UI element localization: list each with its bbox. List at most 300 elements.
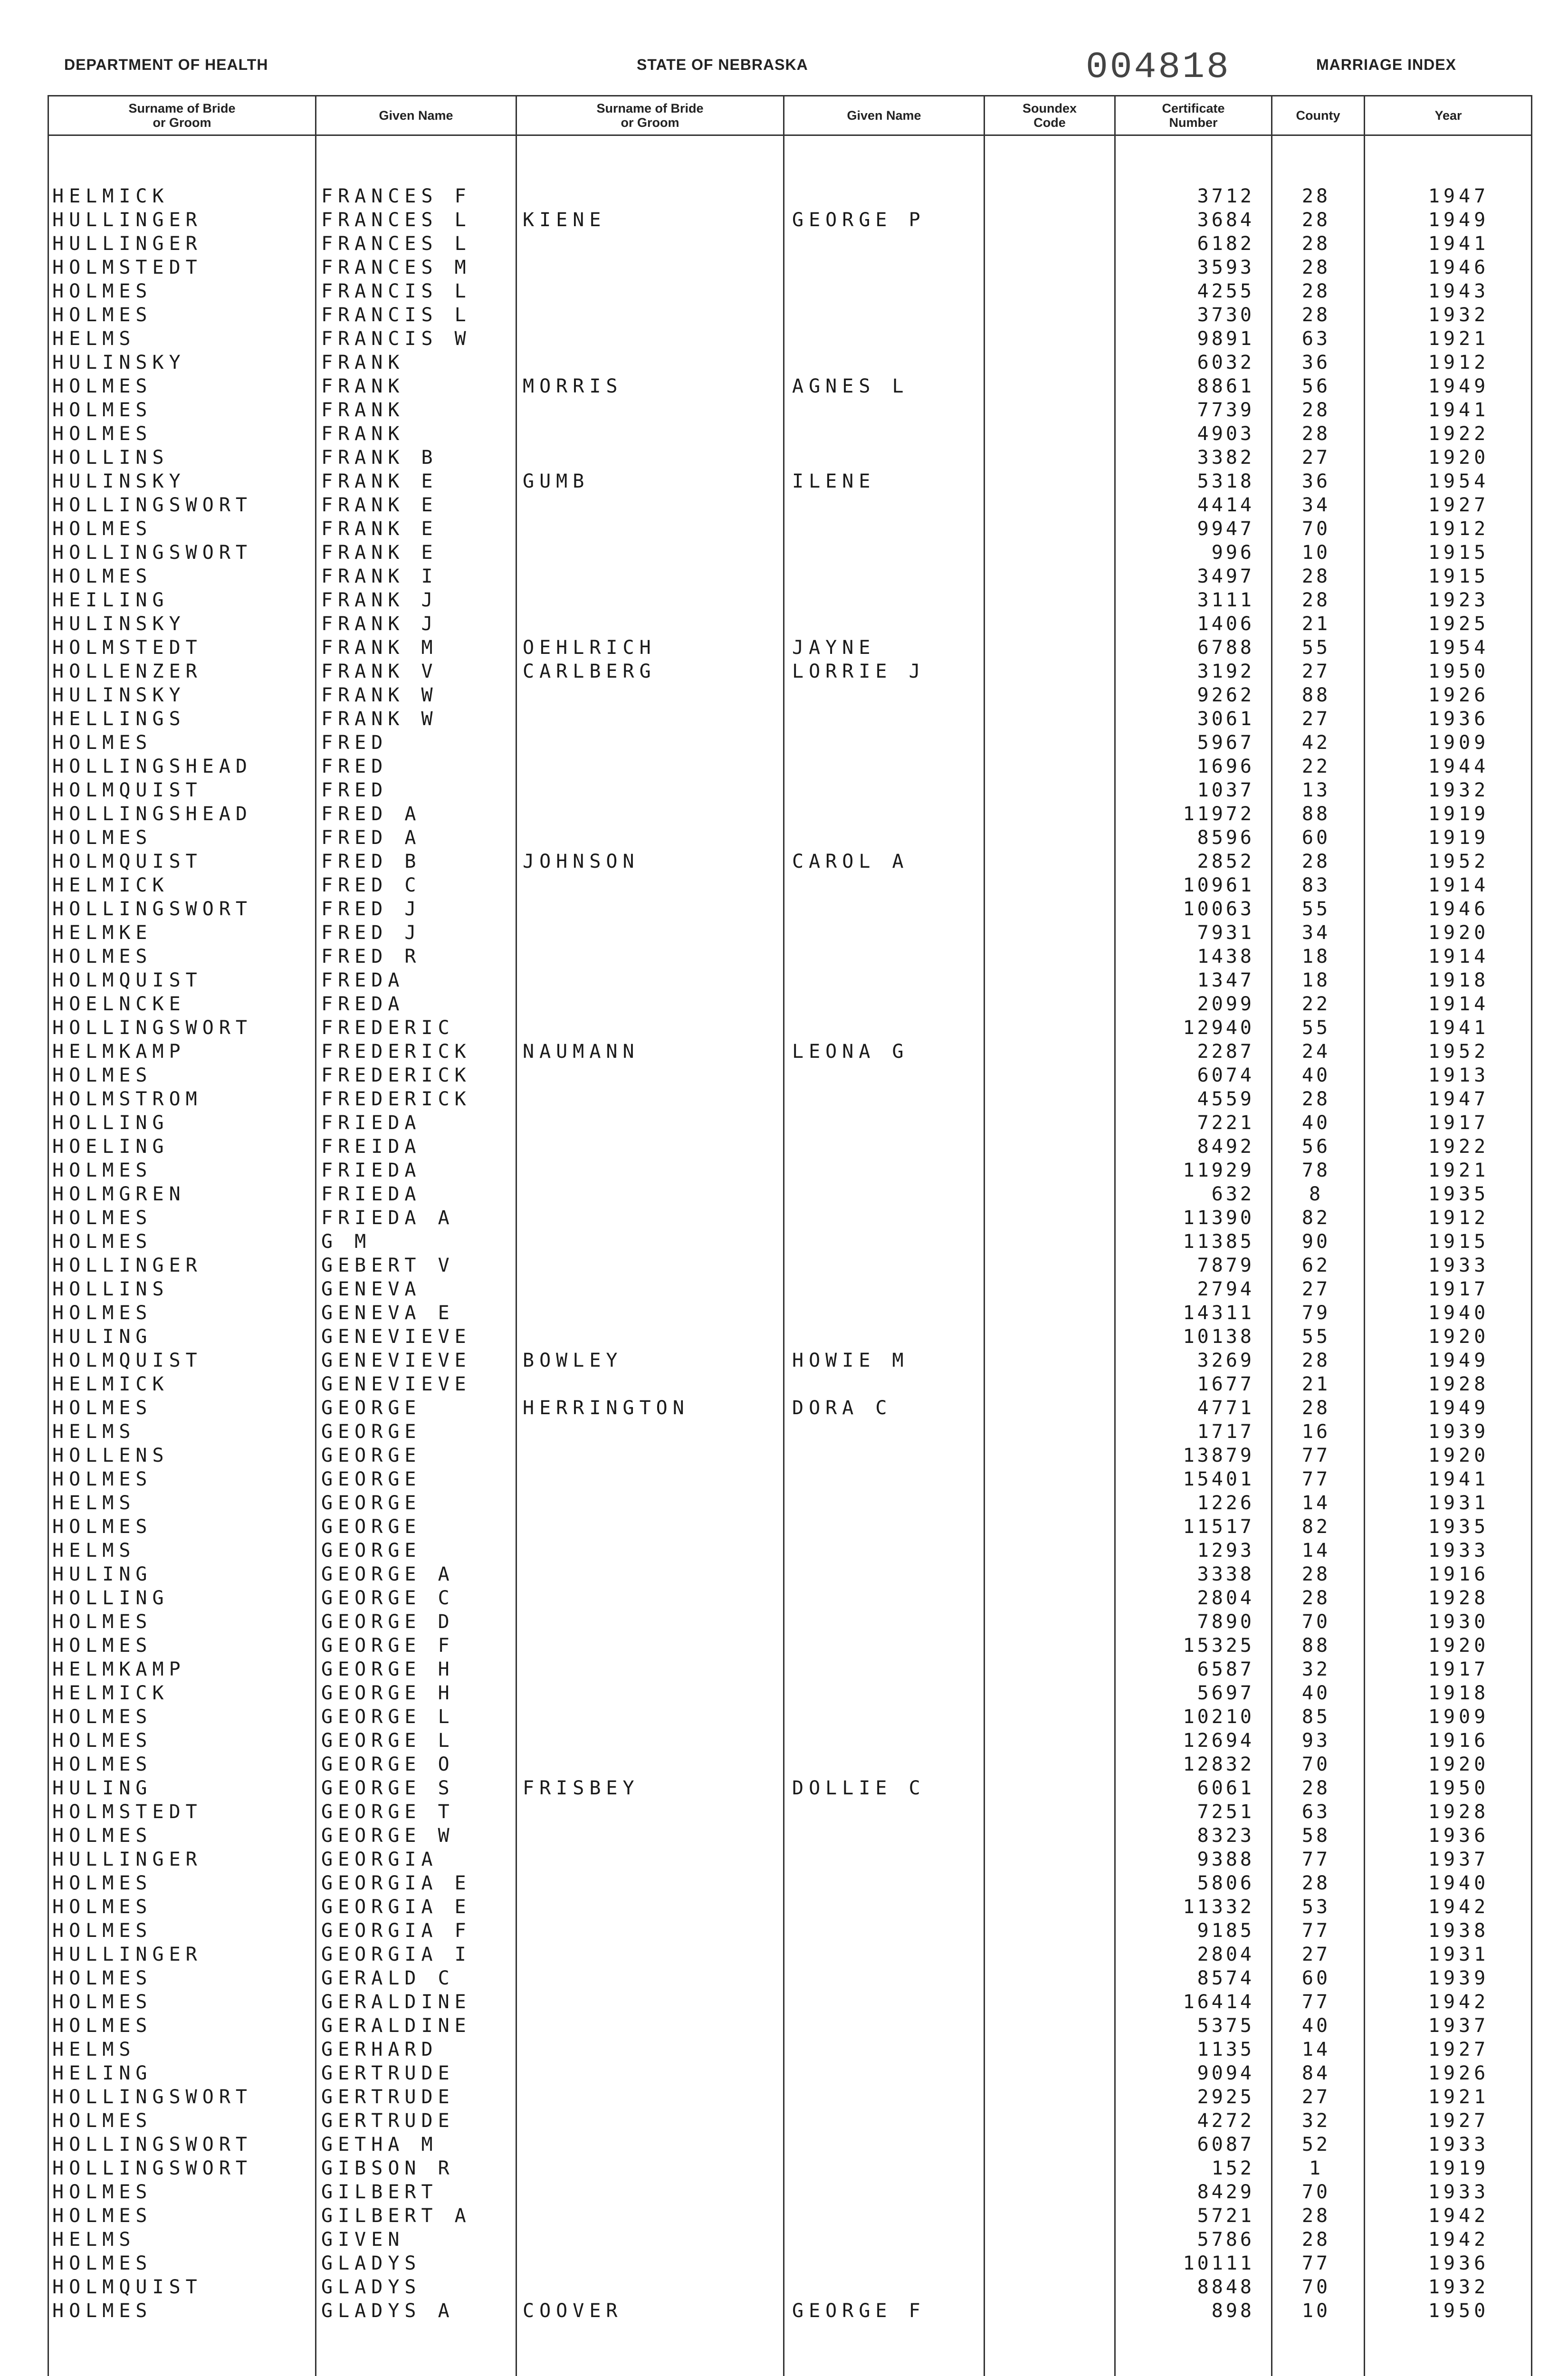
certificate-number-cell: 1677	[1197, 1373, 1254, 1395]
certificate-number-cell: 5318	[1197, 470, 1254, 492]
spouse-given-name-cell: DORA C	[792, 1397, 892, 1419]
certificate-number-cell: 5786	[1197, 2229, 1254, 2251]
county-cell: 56	[1301, 375, 1331, 397]
surname-cell: HOLMES	[52, 518, 153, 540]
county-cell: 77	[1301, 2252, 1331, 2274]
table-row	[0, 208, 1568, 232]
given-name-cell: GEORGIA E	[321, 1896, 471, 1918]
surname-cell: HOLMES	[52, 565, 153, 587]
surname-cell: HOLLINGSWORT	[52, 2157, 252, 2179]
surname-cell: HOLMQUIST	[52, 2276, 202, 2298]
table-row	[0, 1990, 1568, 2014]
given-name-cell: GENEVIEVE	[321, 1373, 471, 1395]
given-name-cell: GEORGE H	[321, 1658, 455, 1680]
surname-cell: HOLLINGSWORT	[52, 1017, 252, 1039]
given-name-cell: GIBSON R	[321, 2157, 455, 2179]
surname-cell: HOLMES	[52, 1706, 153, 1728]
given-name-cell: FRANK E	[321, 494, 438, 516]
county-cell: 40	[1301, 1112, 1331, 1134]
state-label: STATE OF NEBRASKA	[637, 56, 808, 73]
county-cell: 55	[1301, 637, 1331, 659]
certificate-number-cell: 9891	[1197, 328, 1254, 350]
certificate-number-cell: 8429	[1197, 2181, 1254, 2203]
surname-cell: HULINSKY	[52, 352, 186, 374]
year-cell: 1917	[1428, 1658, 1490, 1680]
certificate-number-cell: 11929	[1183, 1159, 1254, 1181]
year-cell: 1949	[1428, 375, 1490, 397]
certificate-number-cell: 6087	[1197, 2134, 1254, 2156]
table-row	[0, 921, 1568, 945]
year-cell: 1916	[1428, 1730, 1490, 1752]
year-cell: 1932	[1428, 779, 1490, 801]
table-row	[0, 1325, 1568, 1349]
county-cell: 27	[1301, 1944, 1331, 1965]
table-row	[0, 1349, 1568, 1372]
given-name-cell: FRANK	[321, 375, 405, 397]
table-row	[0, 1943, 1568, 1966]
year-cell: 1941	[1428, 1468, 1490, 1490]
table-row	[0, 469, 1568, 493]
surname-cell: HOLMES	[52, 1635, 153, 1657]
surname-cell: HOELING	[52, 1136, 169, 1158]
year-cell: 1925	[1428, 613, 1490, 635]
certificate-number-cell: 6587	[1197, 1658, 1254, 1680]
year-cell: 1920	[1428, 1445, 1490, 1466]
county-cell: 42	[1301, 732, 1331, 754]
table-row	[0, 1586, 1568, 1610]
county-cell: 27	[1301, 661, 1331, 682]
surname-cell: HELMS	[52, 328, 136, 350]
spouse-given-name-cell: GEORGE P	[792, 209, 926, 231]
county-cell: 82	[1301, 1207, 1331, 1229]
certificate-number-cell: 15325	[1183, 1635, 1254, 1657]
given-name-cell: FRIEDA	[321, 1159, 421, 1181]
year-cell: 1942	[1428, 2229, 1490, 2251]
table-row	[0, 1491, 1568, 1515]
year-cell: 1920	[1428, 922, 1490, 944]
surname-cell: HULLINGER	[52, 209, 202, 231]
county-cell: 21	[1301, 613, 1331, 635]
certificate-number-cell: 11517	[1183, 1516, 1254, 1538]
table-row	[0, 731, 1568, 755]
given-name-cell: FRANCIS L	[321, 280, 471, 302]
table-row	[0, 422, 1568, 446]
year-cell: 1915	[1428, 565, 1490, 587]
certificate-number-cell: 7890	[1197, 1611, 1254, 1633]
surname-cell: HOLLING	[52, 1112, 169, 1134]
table-row	[0, 1539, 1568, 1562]
table-row	[0, 1206, 1568, 1230]
given-name-cell: GEORGE C	[321, 1587, 455, 1609]
surname-cell: HOLMES	[52, 946, 153, 968]
spouse-given-name-cell: AGNES L	[792, 375, 909, 397]
county-cell: 1	[1309, 2157, 1324, 2179]
column-header-certificate: Certificate Number	[1162, 101, 1225, 130]
certificate-number-cell: 6182	[1197, 233, 1254, 255]
table-row	[0, 1562, 1568, 1586]
surname-cell: HELMICK	[52, 1682, 169, 1704]
year-cell: 1933	[1428, 2134, 1490, 2156]
certificate-number-cell: 1438	[1197, 946, 1254, 968]
certificate-number-cell: 12832	[1183, 1753, 1254, 1775]
given-name-cell: GEORGE	[321, 1492, 421, 1514]
table-row	[0, 279, 1568, 303]
given-name-cell: GEORGE	[321, 1421, 421, 1443]
table-row	[0, 1087, 1568, 1111]
certificate-number-cell: 152	[1211, 2157, 1254, 2179]
certificate-number-cell: 3730	[1197, 304, 1254, 326]
table-row	[0, 1135, 1568, 1159]
county-cell: 28	[1301, 1563, 1331, 1585]
table-row	[0, 1729, 1568, 1753]
index-rows	[0, 184, 1568, 2323]
county-cell: 24	[1301, 1041, 1331, 1063]
surname-cell: HELMICK	[52, 185, 169, 207]
certificate-number-cell: 1406	[1197, 613, 1254, 635]
county-cell: 27	[1301, 2086, 1331, 2108]
given-name-cell: GERHARD	[321, 2039, 438, 2060]
year-cell: 1954	[1428, 470, 1490, 492]
year-cell: 1949	[1428, 1397, 1490, 1419]
county-cell: 58	[1301, 1825, 1331, 1847]
county-cell: 28	[1301, 1350, 1331, 1371]
surname-cell: HELMS	[52, 1492, 136, 1514]
surname-cell: HOLMES	[52, 1753, 153, 1775]
year-cell: 1914	[1428, 874, 1490, 896]
table-row	[0, 1776, 1568, 1800]
county-cell: 28	[1301, 304, 1331, 326]
table-row	[0, 2180, 1568, 2204]
table-row	[0, 588, 1568, 612]
county-cell: 60	[1301, 1967, 1331, 1989]
given-name-cell: FRANK V	[321, 661, 438, 682]
year-cell: 1937	[1428, 2015, 1490, 2037]
table-row	[0, 398, 1568, 422]
surname-cell: HOLMES	[52, 2015, 153, 2037]
year-cell: 1947	[1428, 1088, 1490, 1110]
certificate-number-cell: 1037	[1197, 779, 1254, 801]
certificate-number-cell: 3382	[1197, 447, 1254, 469]
surname-cell: HOLMES	[52, 827, 153, 849]
certificate-number-cell: 9185	[1197, 1920, 1254, 1942]
year-cell: 1933	[1428, 2181, 1490, 2203]
county-cell: 27	[1301, 447, 1331, 469]
county-cell: 55	[1301, 1326, 1331, 1348]
spouse-surname-cell: MORRIS	[523, 375, 623, 397]
county-cell: 88	[1301, 1635, 1331, 1657]
surname-cell: HELLINGS	[52, 708, 186, 730]
table-row	[0, 1040, 1568, 1063]
surname-cell: HOLLINGSWORT	[52, 542, 252, 564]
county-cell: 28	[1301, 1777, 1331, 1799]
surname-cell: HOELNCKE	[52, 993, 186, 1015]
given-name-cell: GEORGIA	[321, 1849, 438, 1870]
table-row	[0, 1800, 1568, 1824]
certificate-number-cell: 3192	[1197, 661, 1254, 682]
table-row	[0, 826, 1568, 850]
given-name-cell: FRED A	[321, 803, 421, 825]
table-row	[0, 1254, 1568, 1277]
surname-cell: HELING	[52, 2062, 153, 2084]
year-cell: 1942	[1428, 1896, 1490, 1918]
year-cell: 1915	[1428, 1231, 1490, 1253]
surname-cell: HOLMES	[52, 1064, 153, 1086]
county-cell: 14	[1301, 1540, 1331, 1562]
certificate-number-cell: 9947	[1197, 518, 1254, 540]
given-name-cell: FREIDA	[321, 1136, 421, 1158]
given-name-cell: FRANCES L	[321, 209, 471, 231]
certificate-number-cell: 4559	[1197, 1088, 1254, 1110]
surname-cell: HOLMES	[52, 1231, 153, 1253]
county-cell: 40	[1301, 1682, 1331, 1704]
county-cell: 28	[1301, 2229, 1331, 2251]
given-name-cell: FRANK J	[321, 589, 438, 611]
year-cell: 1926	[1428, 684, 1490, 706]
table-row	[0, 2204, 1568, 2228]
certificate-number-cell: 1135	[1197, 2039, 1254, 2060]
county-cell: 27	[1301, 1278, 1331, 1300]
certificate-number-cell: 9094	[1197, 2062, 1254, 2084]
year-cell: 1919	[1428, 827, 1490, 849]
year-cell: 1942	[1428, 2205, 1490, 2227]
certificate-number-cell: 3712	[1197, 185, 1254, 207]
table-row	[0, 1372, 1568, 1396]
given-name-cell: GEORGIA F	[321, 1920, 471, 1942]
certificate-number-cell: 898	[1211, 2300, 1254, 2322]
certificate-number-cell: 2287	[1197, 1041, 1254, 1063]
table-row	[0, 1681, 1568, 1705]
certificate-number-cell: 2925	[1197, 2086, 1254, 2108]
year-cell: 1940	[1428, 1302, 1490, 1324]
table-row	[0, 755, 1568, 778]
surname-cell: HOLMES	[52, 1920, 153, 1942]
certificate-number-cell: 4771	[1197, 1397, 1254, 1419]
surname-cell: HELMS	[52, 2229, 136, 2251]
surname-cell: HELMS	[52, 2039, 136, 2060]
certificate-number-cell: 4414	[1197, 494, 1254, 516]
year-cell: 1919	[1428, 803, 1490, 825]
county-cell: 32	[1301, 1658, 1331, 1680]
given-name-cell: GILBERT	[321, 2181, 438, 2203]
surname-cell: HOLMES	[52, 399, 153, 421]
given-name-cell: FRIEDA A	[321, 1207, 455, 1229]
county-cell: 70	[1301, 1611, 1331, 1633]
year-cell: 1914	[1428, 946, 1490, 968]
year-cell: 1921	[1428, 328, 1490, 350]
given-name-cell: FRANK I	[321, 565, 438, 587]
table-row	[0, 1396, 1568, 1420]
county-cell: 10	[1301, 2300, 1331, 2322]
given-name-cell: FRED	[321, 732, 388, 754]
given-name-cell: GEORGE	[321, 1468, 421, 1490]
given-name-cell: GEORGE F	[321, 1635, 455, 1657]
county-cell: 28	[1301, 280, 1331, 302]
surname-cell: HOLMES	[52, 1207, 153, 1229]
given-name-cell: GEORGE A	[321, 1563, 455, 1585]
given-name-cell: FREDA	[321, 969, 405, 991]
certificate-number-cell: 4272	[1197, 2110, 1254, 2132]
year-cell: 1921	[1428, 2086, 1490, 2108]
county-cell: 28	[1301, 1872, 1331, 1894]
year-cell: 1922	[1428, 423, 1490, 445]
year-cell: 1946	[1428, 898, 1490, 920]
year-cell: 1952	[1428, 851, 1490, 872]
county-cell: 13	[1301, 779, 1331, 801]
table-row	[0, 1824, 1568, 1848]
table-row	[0, 1610, 1568, 1634]
county-cell: 77	[1301, 1849, 1331, 1870]
table-row	[0, 493, 1568, 517]
county-cell: 88	[1301, 803, 1331, 825]
table-row	[0, 541, 1568, 565]
given-name-cell: FRED	[321, 779, 388, 801]
surname-cell: HULING	[52, 1563, 153, 1585]
given-name-cell: GENEVIEVE	[321, 1326, 471, 1348]
certificate-number-cell: 7221	[1197, 1112, 1254, 1134]
surname-cell: HOLMQUIST	[52, 851, 202, 872]
surname-cell: HOLLENZER	[52, 661, 202, 682]
certificate-number-cell: 10063	[1183, 898, 1254, 920]
county-cell: 32	[1301, 2110, 1331, 2132]
year-cell: 1928	[1428, 1801, 1490, 1823]
county-cell: 79	[1301, 1302, 1331, 1324]
surname-cell: HOLMQUIST	[52, 779, 202, 801]
certificate-number-cell: 6061	[1197, 1777, 1254, 1799]
surname-cell: HOLLINGSHEAD	[52, 756, 252, 777]
year-cell: 1928	[1428, 1587, 1490, 1609]
certificate-number-cell: 1226	[1197, 1492, 1254, 1514]
table-row	[0, 1420, 1568, 1444]
surname-cell: HOLMES	[52, 280, 153, 302]
county-cell: 83	[1301, 874, 1331, 896]
year-cell: 1954	[1428, 637, 1490, 659]
certificate-number-cell: 10111	[1183, 2252, 1254, 2274]
certificate-number-cell: 10138	[1183, 1326, 1254, 1348]
certificate-number-cell: 12694	[1183, 1730, 1254, 1752]
table-row	[0, 1301, 1568, 1325]
surname-cell: HOLLENS	[52, 1445, 169, 1466]
certificate-number-cell: 7879	[1197, 1255, 1254, 1276]
given-name-cell: GEORGE H	[321, 1682, 455, 1704]
certificate-number-cell: 2099	[1197, 993, 1254, 1015]
county-cell: 70	[1301, 1753, 1331, 1775]
certificate-number-cell: 4255	[1197, 280, 1254, 302]
county-cell: 28	[1301, 185, 1331, 207]
certificate-number-cell: 1347	[1197, 969, 1254, 991]
spouse-surname-cell: CARLBERG	[523, 661, 656, 682]
table-row	[0, 850, 1568, 873]
county-cell: 36	[1301, 352, 1331, 374]
county-cell: 34	[1301, 922, 1331, 944]
county-cell: 62	[1301, 1255, 1331, 1276]
year-cell: 1950	[1428, 2300, 1490, 2322]
county-cell: 70	[1301, 518, 1331, 540]
table-row	[0, 1895, 1568, 1919]
certificate-number-cell: 3593	[1197, 257, 1254, 278]
county-cell: 28	[1301, 1088, 1331, 1110]
given-name-cell: FRANK	[321, 352, 405, 374]
year-cell: 1944	[1428, 756, 1490, 777]
county-cell: 14	[1301, 1492, 1331, 1514]
given-name-cell: FRED R	[321, 946, 421, 968]
county-cell: 21	[1301, 1373, 1331, 1395]
given-name-cell: FRED A	[321, 827, 421, 849]
year-cell: 1920	[1428, 1326, 1490, 1348]
given-name-cell: FRANK M	[321, 637, 438, 659]
year-cell: 1918	[1428, 969, 1490, 991]
table-row	[0, 945, 1568, 968]
certificate-number-cell: 8848	[1197, 2276, 1254, 2298]
surname-cell: HOLMES	[52, 2205, 153, 2227]
surname-cell: HOLMES	[52, 423, 153, 445]
county-cell: 40	[1301, 2015, 1331, 2037]
certificate-number-cell: 16414	[1183, 1991, 1254, 2013]
year-cell: 1931	[1428, 1492, 1490, 1514]
surname-cell: HOLLINGSHEAD	[52, 803, 252, 825]
given-name-cell: FRANK B	[321, 447, 438, 469]
spouse-surname-cell: NAUMANN	[523, 1041, 640, 1063]
certificate-number-cell: 7739	[1197, 399, 1254, 421]
table-row	[0, 1753, 1568, 1776]
given-name-cell: FRANK W	[321, 708, 438, 730]
surname-cell: HOLMES	[52, 1967, 153, 1989]
year-cell: 1923	[1428, 589, 1490, 611]
table-row	[0, 1159, 1568, 1182]
year-cell: 1935	[1428, 1516, 1490, 1538]
table-row	[0, 2275, 1568, 2299]
table-row	[0, 327, 1568, 351]
year-cell: 1922	[1428, 1136, 1490, 1158]
column-header-surname-2: Surname of Bride or Groom	[596, 101, 704, 130]
year-cell: 1952	[1428, 1041, 1490, 1063]
table-row	[0, 1063, 1568, 1087]
county-cell: 56	[1301, 1136, 1331, 1158]
surname-cell: HOLMES	[52, 1159, 153, 1181]
year-cell: 1932	[1428, 304, 1490, 326]
surname-cell: HOLMES	[52, 1896, 153, 1918]
year-cell: 1936	[1428, 708, 1490, 730]
year-cell: 1912	[1428, 1207, 1490, 1229]
given-name-cell: GEBERT V	[321, 1255, 455, 1276]
surname-cell: HELMS	[52, 1421, 136, 1443]
surname-cell: HULINSKY	[52, 470, 186, 492]
table-row	[0, 1230, 1568, 1254]
county-cell: 34	[1301, 494, 1331, 516]
table-row	[0, 2133, 1568, 2156]
table-row	[0, 636, 1568, 660]
surname-cell: HELMS	[52, 1540, 136, 1562]
table-row	[0, 1919, 1568, 1943]
column-header-county: County	[1296, 108, 1340, 123]
table-row	[0, 2085, 1568, 2109]
year-cell: 1912	[1428, 352, 1490, 374]
year-cell: 1915	[1428, 542, 1490, 564]
year-cell: 1933	[1428, 1255, 1490, 1276]
given-name-cell: GILBERT A	[321, 2205, 471, 2227]
given-name-cell: FRANCIS L	[321, 304, 471, 326]
county-cell: 22	[1301, 756, 1331, 777]
table-row	[0, 707, 1568, 731]
table-row	[0, 1182, 1568, 1206]
spouse-given-name-cell: ILENE	[792, 470, 876, 492]
county-cell: 14	[1301, 2039, 1331, 2060]
surname-cell: HOLMES	[52, 2252, 153, 2274]
county-cell: 55	[1301, 1017, 1331, 1039]
spouse-surname-cell: KIENE	[523, 209, 606, 231]
surname-cell: HOLMES	[52, 304, 153, 326]
given-name-cell: GERALDINE	[321, 1991, 471, 2013]
certificate-number-cell: 1717	[1197, 1421, 1254, 1443]
